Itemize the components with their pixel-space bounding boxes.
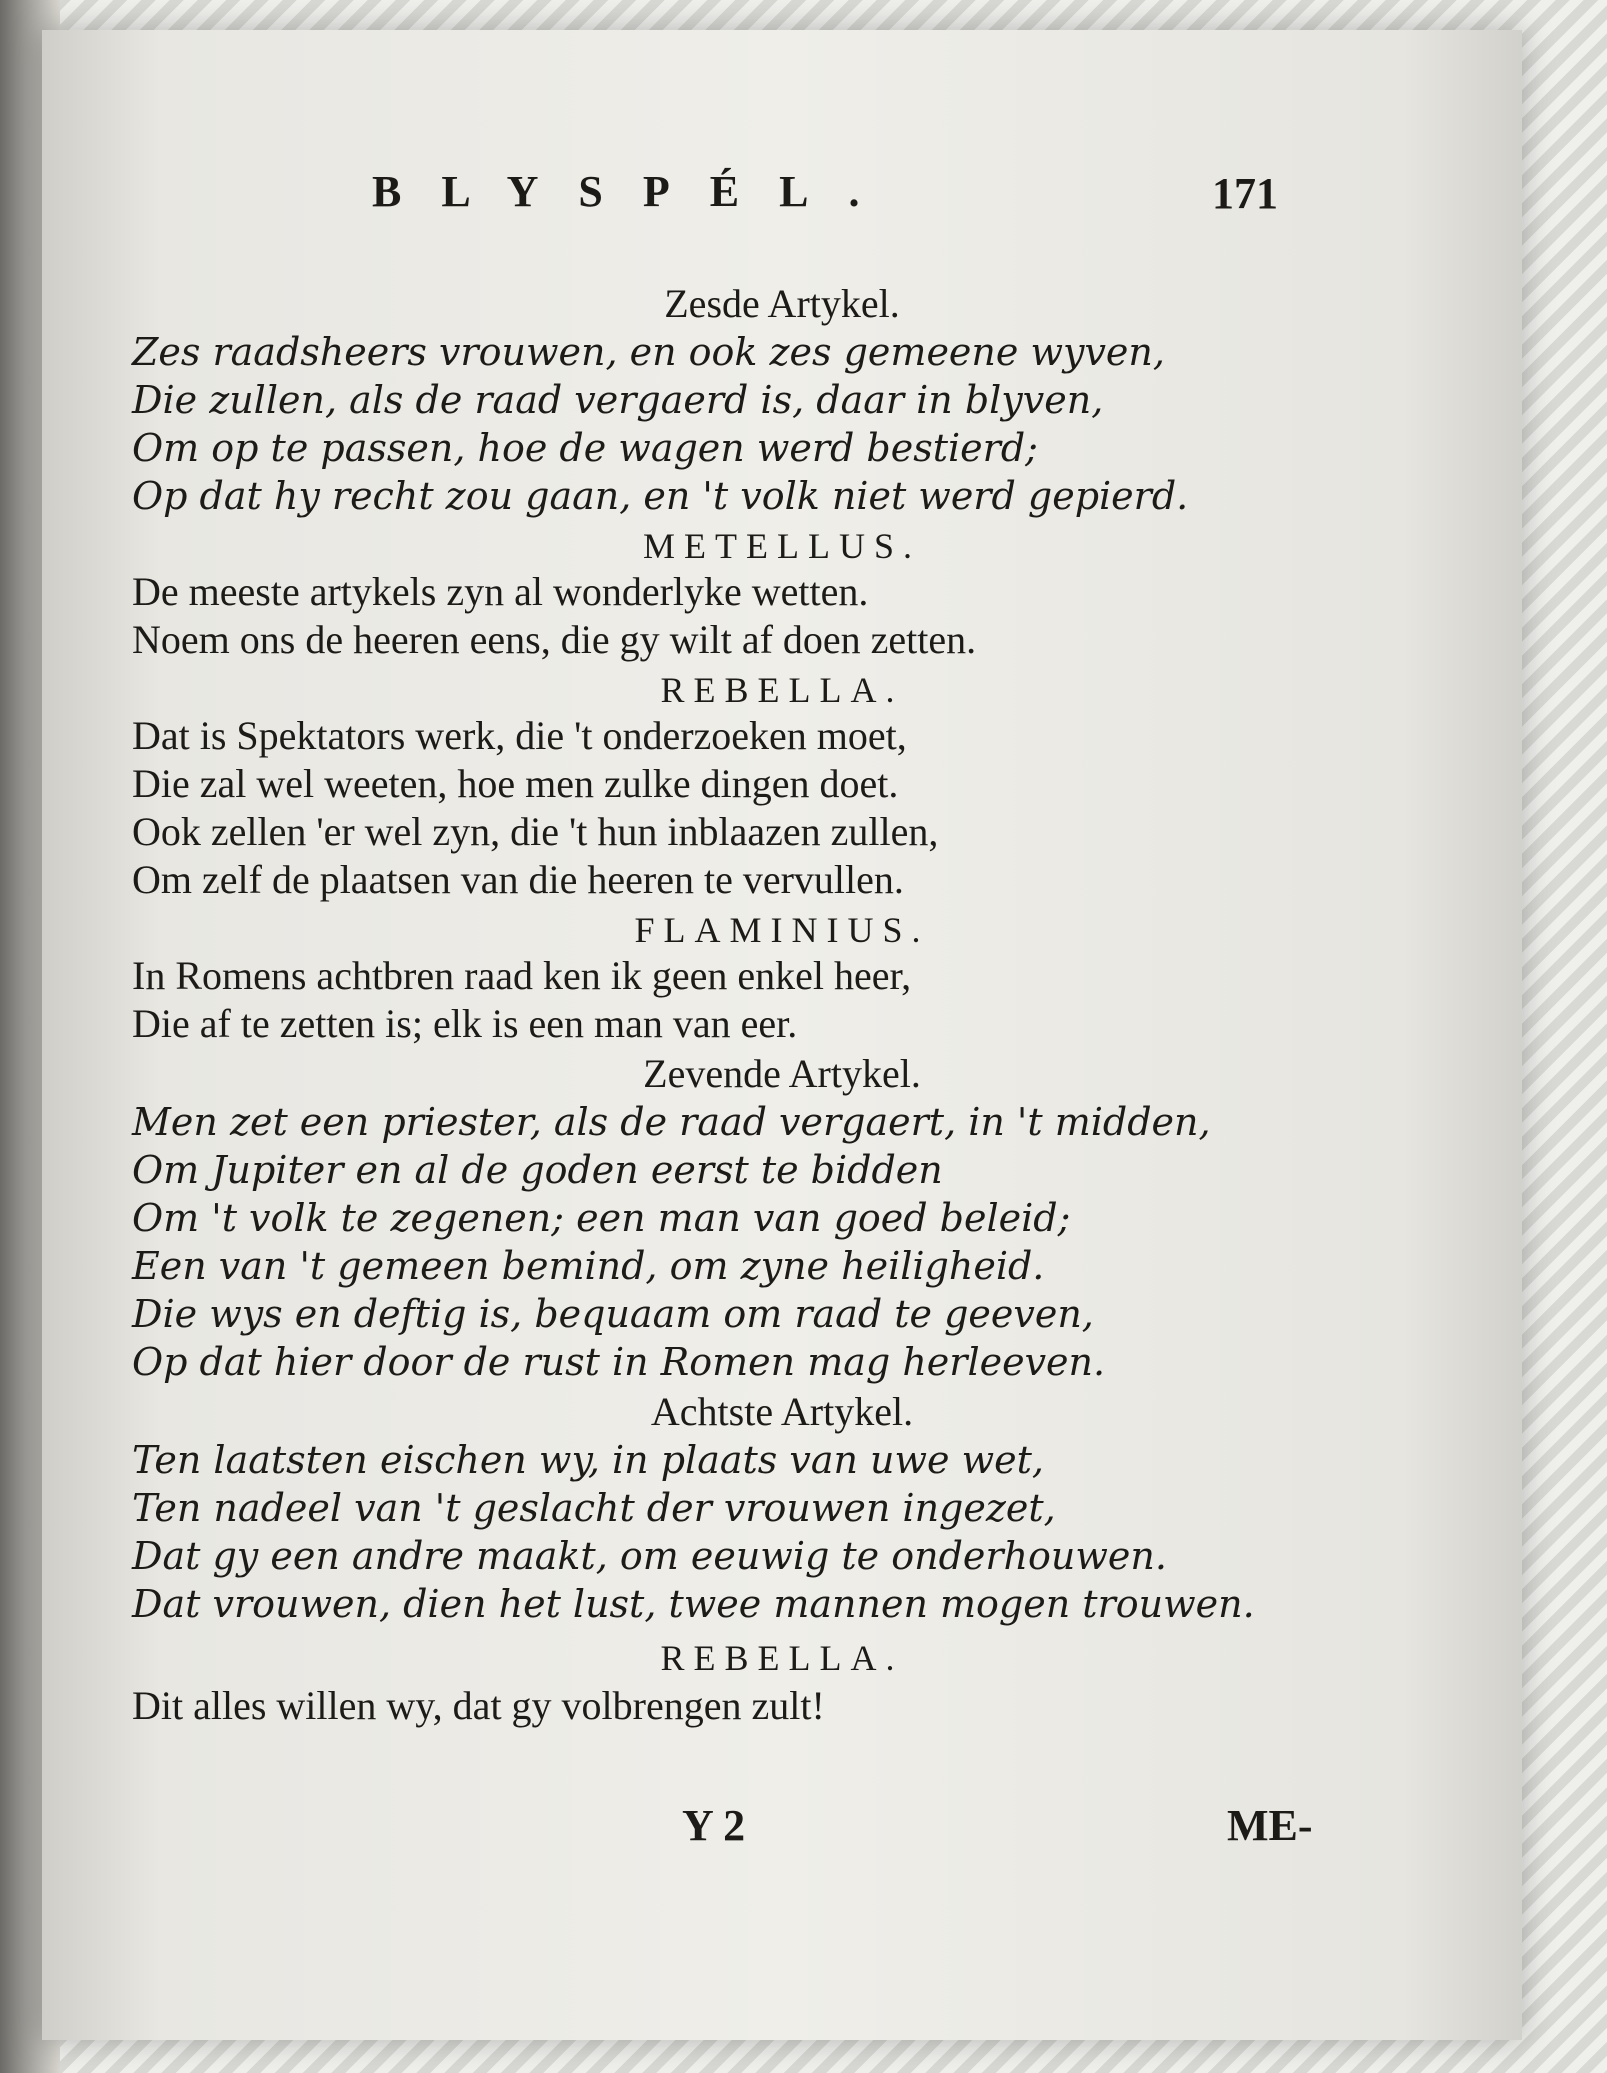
verse-line: Die zullen, als de raad vergaerd is, daar in blyven, xyxy=(132,378,1104,422)
running-title: BLYSPÉL. xyxy=(372,167,900,216)
speaker-name: REBELLA. xyxy=(660,1638,904,1678)
verse-line: Op dat hy recht zou gaan, en 't volk niet werd gepierd. xyxy=(132,474,1189,518)
verse-line: Ten laatsten eischen wy, in plaats van uwe wet, xyxy=(132,1438,1044,1482)
verse-line: Zes raadsheers vrouwen, en ook zes gemeene wyven, xyxy=(132,330,1165,374)
article-heading: Zevende Artykel. xyxy=(643,1051,921,1096)
verse-line: Om Jupiter en al de goden eerst te bidden xyxy=(132,1148,943,1192)
verse-line: Men zet een priester, als de raad vergaert, in 't midden, xyxy=(132,1100,1211,1144)
book-page xyxy=(42,30,1522,2040)
verse-line: Die wys en deftig is, bequaam om raad te geeven, xyxy=(132,1292,1094,1336)
verse-line: De meeste artykels zyn al wonderlyke wetten. xyxy=(132,569,869,614)
speaker-name: METELLUS. xyxy=(643,526,921,566)
article-heading: Achtste Artykel. xyxy=(650,1389,914,1434)
verse-line: Om 't volk te zegenen; een man van goed beleid; xyxy=(132,1196,1071,1240)
page-number: 171 xyxy=(1212,169,1278,218)
verse-line: Op dat hier door de rust in Romen mag herleeven. xyxy=(132,1340,1106,1384)
catchword: ME- xyxy=(1227,1801,1313,1850)
verse-line: Een van 't gemeen bemind, om zyne heiligheid. xyxy=(132,1244,1045,1288)
verse-line: Om op te passen, hoe de wagen werd bestierd; xyxy=(132,426,1038,470)
verse-line: Dat vrouwen, dien het lust, twee mannen mogen trouwen. xyxy=(132,1582,1255,1626)
article-heading: Zesde Artykel. xyxy=(664,281,900,326)
verse-line: Om zelf de plaatsen van die heeren te vervullen. xyxy=(132,857,904,902)
verse-line: Ook zellen 'er wel zyn, die 't hun inblaazen zullen, xyxy=(132,809,939,854)
verse-line: Die zal wel weeten, hoe men zulke dingen doet. xyxy=(132,761,899,806)
speaker-name: FLAMINIUS. xyxy=(634,910,930,950)
verse-line: Dat is Spektators werk, die 't onderzoeken moet, xyxy=(132,713,907,758)
speaker-name: REBELLA. xyxy=(660,670,904,710)
signature-mark: Y 2 xyxy=(682,1801,746,1850)
verse-line: In Romens achtbren raad ken ik geen enkel heer, xyxy=(132,953,912,998)
verse-line: Dit alles willen wy, dat gy volbrengen zult! xyxy=(132,1683,825,1728)
verse-line: Noem ons de heeren eens, die gy wilt af doen zetten. xyxy=(132,617,977,662)
verse-line: Ten nadeel van 't geslacht der vrouwen ingezet, xyxy=(132,1486,1056,1530)
verse-line: Dat gy een andre maakt, om eeuwig te onderhouwen. xyxy=(132,1534,1167,1578)
verse-line: Die af te zetten is; elk is een man van eer. xyxy=(132,1001,798,1046)
